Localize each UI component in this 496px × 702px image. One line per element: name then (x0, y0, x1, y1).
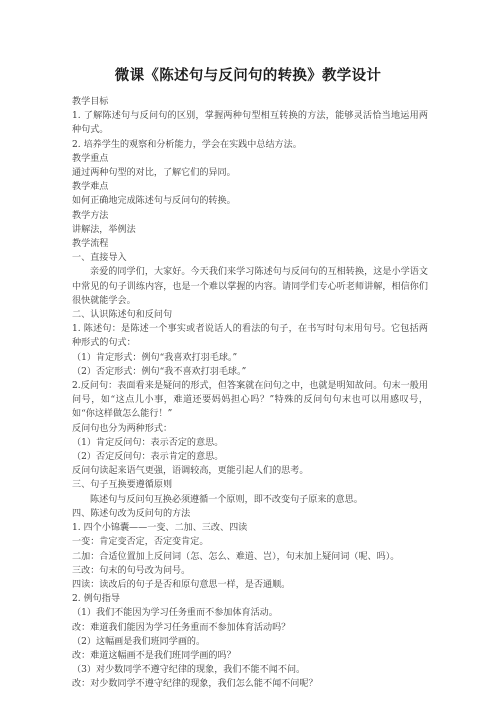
paragraph: 1. 陈述句：是陈述一个事实或者说话人的看法的句子，在书写时句末用句号。它包括两种形式的句式： (72, 324, 428, 349)
example-answer: 改：难道这幅画不是我们班同学画的吗？ (72, 650, 236, 661)
document-body (72, 95, 428, 692)
paragraph: 亲爱的同学们，大家好。今天我们来学习陈述句与反问句的互相转换，这是小学语文中常见的句子训练内容，也是一个难以掌握的内容。请同学们专心听老师讲解，相信你们很快就能学会。 (72, 267, 428, 306)
section-heading: 二、认识陈述句和反问句 (72, 310, 173, 321)
section-heading: 四、陈述句改为反问句的方法 (72, 508, 191, 519)
example-sentence: （1）我们不能因为学习任务重而不参加体育活动。 (72, 608, 278, 619)
list-item: （1）肯定反问句：表示否定的意思。 (72, 437, 224, 448)
paragraph: 1. 了解陈述句与反问句的区别，掌握两种句型相互转换的方法，能够灵活恰当地运用两种句式。 (72, 111, 428, 136)
list-item: （2）否定反问句：表示肯定的意思。 (72, 452, 224, 463)
paragraph: 2. 培养学生的观察和分析能力，学会在实践中总结方法。 (72, 139, 302, 150)
list-item: 1. 四个小锦囊——一变、二加、三改、四读 (72, 523, 248, 534)
section-heading: 三、句子互换要遵循原则 (72, 480, 173, 491)
paragraph: 讲解法，举例法 (72, 224, 136, 235)
heading-key-points: 教学重点 (72, 153, 109, 164)
example-sentence: （3）对少数同学不遵守纪律的现象，我们不能不闻不问。 (72, 665, 306, 676)
paragraph: 反问句读起来语气更强，语调较高，更能引起人们的思考。 (72, 466, 309, 477)
list-item: 四读：读改后的句子是否和原句意思一样，是否通顺。 (72, 579, 291, 590)
paragraph: 通过两种句型的对比，了解它们的异同。 (72, 168, 236, 179)
paragraph: 2.反问句：表面看来是疑问的形式，但答案就在问句之中，也就是明知故问。句末一般用问号，如“这点儿小事，难道还要妈妈担心吗？”特殊的反问句句末也可以用感叹号，如“你这样做怎么能行！” (72, 381, 428, 420)
heading-goals: 教学目标 (72, 97, 109, 107)
list-item: 二加：合适位置加上反问词（怎、怎么、难道、岂），句末加上疑问词（呢、吗）。 (72, 551, 400, 562)
list-item: 三改：句末的句号改为问号。 (72, 565, 191, 576)
paragraph: 反问句也分为两种形式： (72, 423, 173, 434)
list-item: （1）肯定形式：例句“我喜欢打羽毛球。” (72, 352, 238, 363)
list-item: 一变：肯定变否定，否定变肯定。 (72, 537, 209, 548)
heading-difficulties: 教学难点 (72, 182, 109, 193)
example-sentence: （2）这幅画是我们班同学画的。 (72, 636, 206, 647)
example-answer: 改：难道我们能因为学习任务重而不参加体育活动吗？ (72, 622, 291, 633)
heading-methods: 教学方法 (72, 210, 109, 221)
paragraph: 如何正确地完成陈述句与反问句的转换。 (72, 196, 236, 207)
list-item: 2. 例句指导 (72, 594, 120, 605)
paragraph: 陈述句与反问句互换必须遵循一个原则，即不改变句子原来的意思。 (90, 494, 363, 505)
list-item: （2）否定形式：例句“我不喜欢打羽毛球。” (72, 366, 247, 377)
page-title: 微课《陈述句与反问句的转换》教学设计 (114, 67, 382, 84)
section-heading: 一、直接导入 (72, 253, 127, 264)
heading-process: 教学流程 (72, 239, 109, 250)
example-answer: 改：对少数同学不遵守纪律的现象，我们怎么能不闻不问呢？ (72, 679, 318, 690)
